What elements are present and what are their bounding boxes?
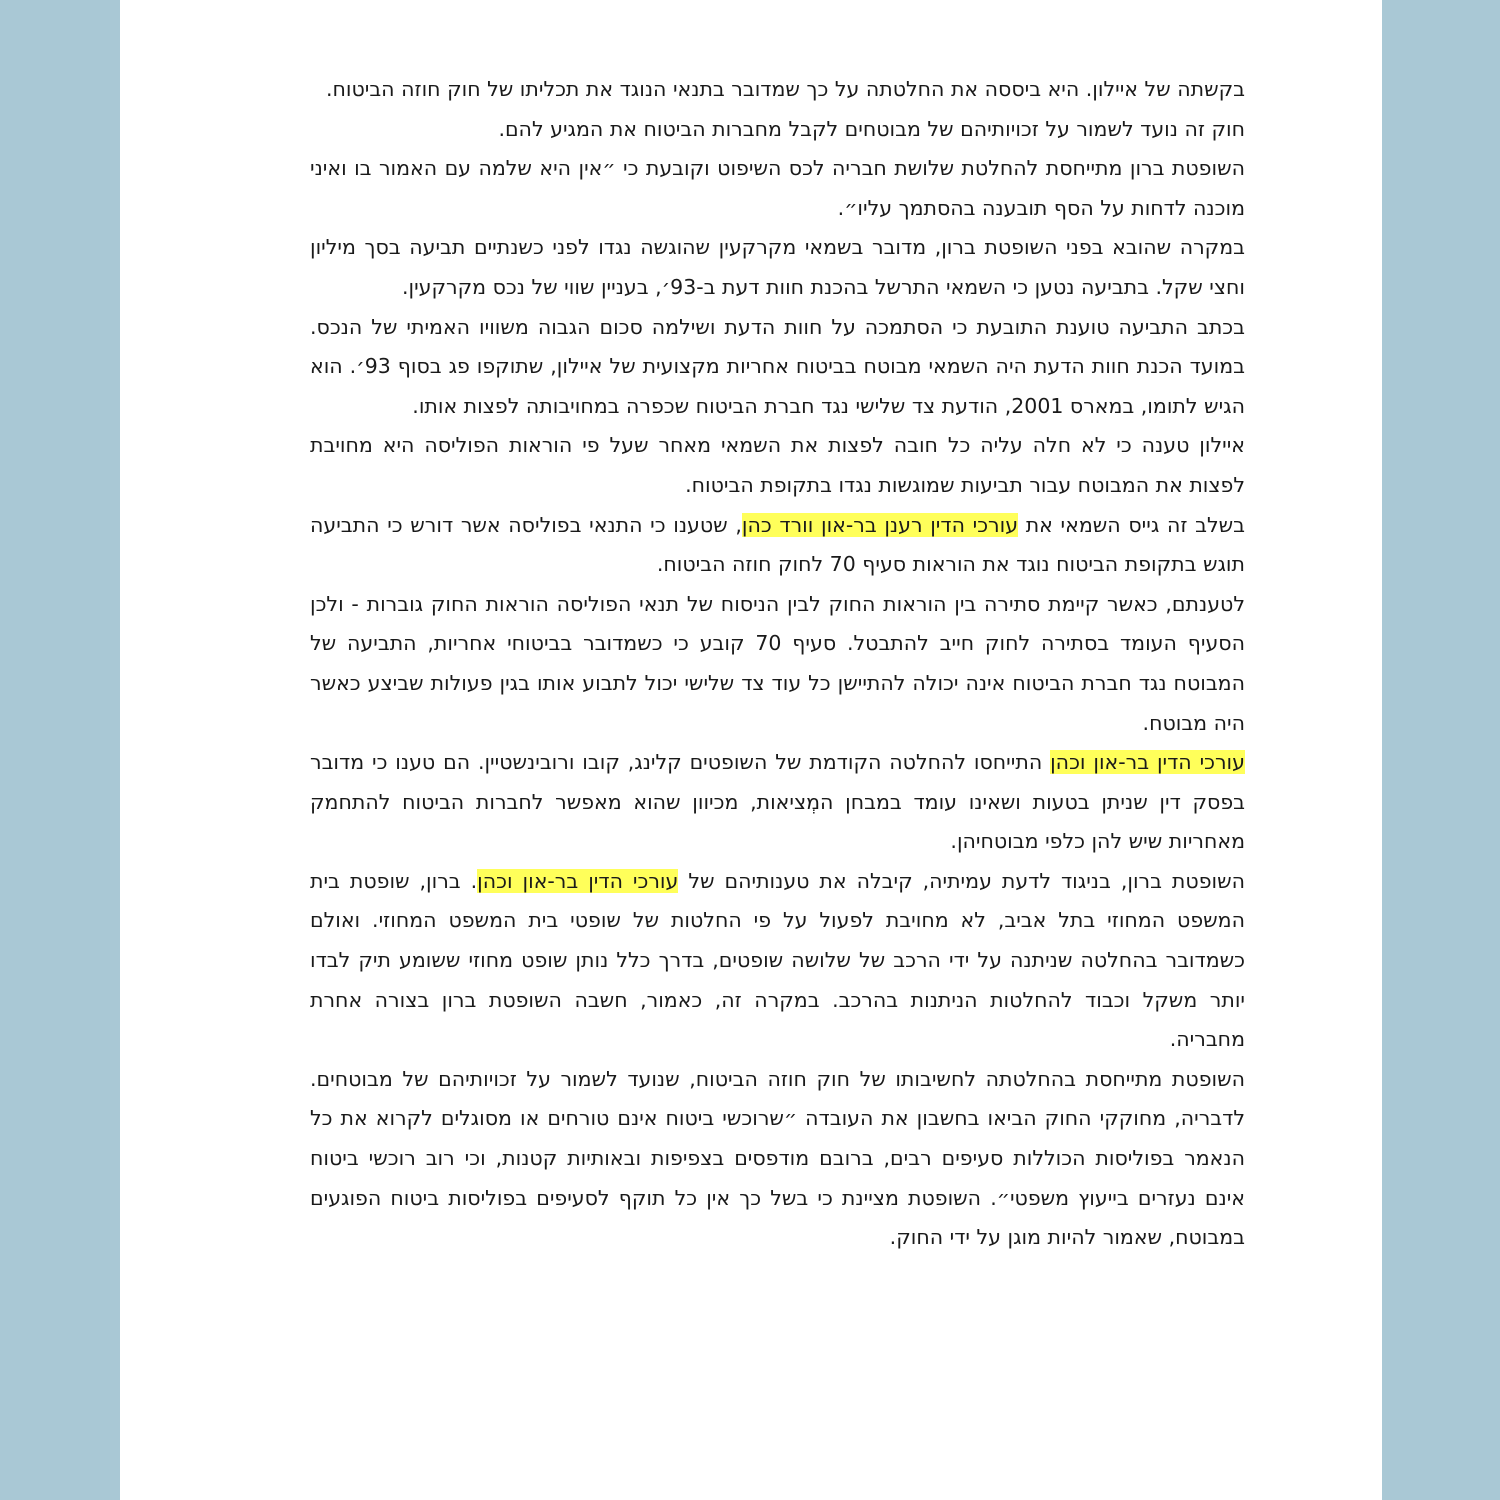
paragraph: השופטת ברון מתייחסת להחלטת שלושת חבריה לכס השיפוט וקובעת כי ״אין היא שלמה עם האמור בו ואיני מוכנה לדחות על הסף תובענה בהסתמך עליו״. [310,156,1245,220]
paragraph: בכתב התביעה טוענת התובעת כי הסתמכה על חוות הדעת ושילמה סכום הגבוה משוויו האמיתי של הנכס. במועד הכנת חוות הדעת היה השמאי מבוטח בביטוח אחריות מקצועית של איילון, שתוקפו פג בסוף 93׳. הוא הגיש לתומו, במארס 2001, הודעת צד שלישי נגד חברת הביטוח שכפרה במחויבותה לפצות אותו. [310,314,1246,418]
paragraph: לטענתם, כאשר קיימת סתירה בין הוראות החוק לבין הניסוח של תנאי הפוליסה הוראות החוק גוברות - ולכן הסעיף העומד בסתירה לחוק חייב להתבטל. סעיף 70 קובע כי כשמדובר בביטוחי אחריות, התביעה של המבוטח נגד חברת הביטוח אינה יכולה להתיישן כל עוד צד שלישי יכול לתבוע אותו בגין פעולות שביצע כאשר היה מבוטח. [310,591,1245,735]
paragraph: בקשתה של איילון. היא ביססה את החלטתה על כך שמדובר בתנאי הנוגד את תכליתו של חוק חוזה הביטוח. [325,77,1245,101]
paragraph: במקרה שהובא בפני השופטת ברון, מדובר בשמאי מקרקעין שהוגשה נגדו לפני כשנתיים תביעה בסך מיליון וחצי שקל. בתביעה נטען כי השמאי התרשל בהכנת חוות דעת ב-93׳, בעניין שווי של נכס מקרקעין. [310,235,1245,299]
paragraph: עורכי הדין בר-און וכהן התייחסו להחלטה הקודמת של השופטים קלינג, קובו ורובינשטיין. הם טענו כי מדובר בפסק דין שניתן בטעות ושאינו עומד במבחן המְציאות, מכיוון שהוא מאפשר לחברות הביטוח להתחמק מאחריות שיש להן כלפי מבוטחיהן. [310,750,1245,854]
highlighted-lawyers-name: עורכי הדין בר-און וכהן [1050,750,1245,775]
document-page [120,0,1382,1500]
paragraph: חוק זה נועד לשמור על זכויותיהם של מבוטחים לקבל מחברות הביטוח את המגיע להם. [498,116,1245,141]
paragraph: בשלב זה גייס השמאי את עורכי הדין רענן בר-און וורד כהן, שטענו כי התנאי בפוליסה אשר דורש כי התביעה תוגש בתקופת הביטוח נוגד את הוראות סעיף 70 לחוק חוזה הביטוח. [310,512,1245,577]
paragraph: השופטת ברון, בניגוד לדעת עמיתיה, קיבלה את טענותיהם של עורכי הדין בר-און וכהן. ברון, שופטת בית המשפט המחוזי בתל אביב, לא מחויבת לפעול על פי החלטות של שופטי בית המשפט המחוזי. ואולם כשמדובר בהחלטה שניתנה על ידי הרכב של שלושה שופטים, בדרך כלל נותן שופט מחוזי ששומע תיק לבדו יותר משקל וכבוד להחלטות הניתנות בהרכב. במקרה זה, כאמור, חשבה השופטת ברון בצורה אחרת מחבריה. [310,868,1245,1052]
highlighted-lawyers-name: עורכי הדין בר-און וכהן [477,868,679,893]
highlighted-lawyers-name: עורכי הדין רענן בר-און וורד כהן [741,512,1019,537]
paragraph: איילון טענה כי לא חלה עליה כל חובה לפצות את השמאי מאחר שעל פי הוראות הפוליסה היא מחויבת לפצות את המבוטח עבור תביעות שמוגשות נגדו בתקופת הביטוח. [310,433,1245,497]
paragraph: השופטת מתייחסת בהחלטתה לחשיבותו של חוק חוזה הביטוח, שנועד לשמור על זכויותיהם של מבוטחים. לדבריה, מחוקקי החוק הביאו בחשבון את העובדה ״שרוכשי ביטוח אינם טורחים או מסוגלים לקרוא את כל הנאמר בפוליסות הכוללות סעיפים רבים, ברובם מודפסים בצפיפות ובאותיות קטנות, וכי רוב רוכשי ביטוח אינם נעזרים בייעוץ משפטי״. השופטת מציינת כי בשל כך אין כל תוקף לסעיפים בפוליסות ביטוח הפוגעים במבוטח, שאמור להיות מוגן על ידי החוק. [310,1066,1245,1250]
article-body [310,70,1245,1258]
